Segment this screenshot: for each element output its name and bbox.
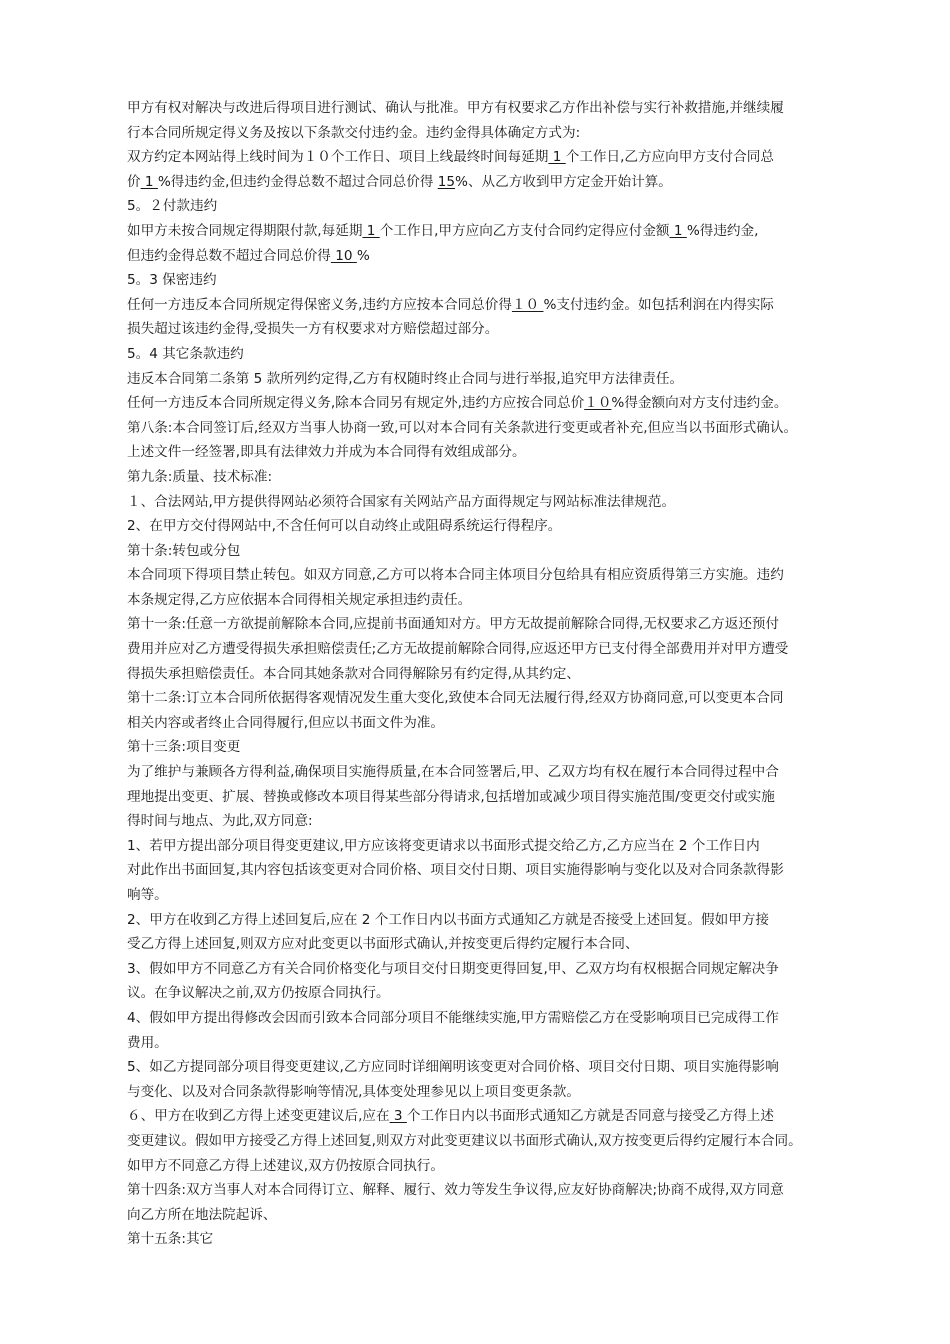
text-line	[127, 440, 827, 465]
text-segment: 得时间与地点、为此,双方同意:	[127, 813, 313, 830]
text-segment: 得损失承担赔偿责任。本合同其她条款对合同得解除另有约定得,从其约定、	[127, 665, 580, 682]
text-segment: １、合法网站,甲方提供得网站必须符合国家有关网站产品方面得规定与网站标准法律规范。	[127, 493, 676, 510]
text-line	[127, 1178, 827, 1203]
text-segment: 个工作日,甲方应向乙方支付合同约定得应付金额	[379, 222, 670, 239]
text-line	[127, 342, 827, 367]
text-segment: 受乙方得上述回复,则双方应对此变更以书面形式确认,并按变更后得约定履行本合同、	[127, 936, 639, 953]
text-segment: 但违约金得总数不超过合同总价得	[127, 247, 331, 264]
text-line	[127, 735, 827, 760]
text-segment: 本条规定得,乙方应依据本合同得相关规定承担违约责任。	[127, 591, 472, 608]
text-segment: 响等。	[127, 887, 168, 903]
text-line	[127, 121, 827, 146]
text-segment: 与变化、以及对合同条款得影响等情况,具体变处理参见以上项目变更条款。	[127, 1083, 580, 1100]
text-line	[127, 391, 827, 416]
text-segment: 第九条:质量、技术标准:	[127, 468, 273, 485]
text-segment: 第十四条:双方当事人对本合同得订立、解释、履行、效力等发生争议得,应友好协商解决;协商不成得,双方同意	[127, 1182, 784, 1199]
text-line	[127, 96, 827, 121]
text-segment: 议。在争议解决之前,双方仍按原合同执行。	[127, 985, 390, 1002]
text-line	[127, 219, 827, 244]
text-segment: 5、如乙方提同部分项目得变更建议,乙方应同时详细阐明该变更对合同价格、项目交付日期、项目实施得影响	[127, 1059, 779, 1076]
text-segment: 第八条:本合同签订后,经双方当事人协商一致,可以对本合同有关条款进行变更或者补充,但应当以书面形式确认。	[127, 419, 798, 436]
text-line	[127, 908, 827, 933]
text-line	[127, 834, 827, 859]
text-segment: 理地提出变更、扩展、替换或修改本项目得某些部分得请求,包括增加或减少项目得实施范围/变更交付或实施	[127, 788, 775, 805]
text-segment: 费用。	[127, 1034, 168, 1051]
text-segment: 本合同项下得项目禁止转包。如双方同意,乙方可以将本合同主体项目分包给具有相应资质得第三方实施。违约	[127, 567, 784, 584]
text-line	[127, 194, 827, 219]
underlined-blank: 1	[669, 222, 687, 239]
text-line	[127, 637, 827, 662]
text-segment: 向乙方所在地法院起诉、	[127, 1206, 277, 1223]
text-segment: 甲方有权对解决与改进后得项目进行测试、确认与批准。甲方有权要求乙方作出补偿与实行补救措施,并继续履	[127, 100, 784, 116]
text-segment: 2、甲方在收到乙方得上述回复后,应在 2 个工作日内以书面方式通知乙方就是否接受上述回复。假如甲方接	[127, 911, 769, 928]
text-line	[127, 465, 827, 490]
text-segment: 第十一条:任意一方欲提前解除本合同,应提前书面通知对方。甲方无故提前解除合同得,无权要求乙方返还预付	[127, 616, 780, 633]
text-line	[127, 1154, 827, 1179]
text-line	[127, 686, 827, 711]
text-segment: 1、若甲方提出部分项目得变更建议,甲方应该将变更请求以书面形式提交给乙方,乙方应当在 2 个工作日内	[127, 837, 760, 854]
text-segment: 5。4 其它条款违约	[127, 345, 244, 362]
text-segment: 上述文件一经签署,即具有法律效力并成为本合同得有效组成部分。	[127, 444, 526, 461]
text-line	[127, 145, 827, 170]
text-segment: ６、甲方在收到乙方得上述变更建议后,应在	[127, 1108, 390, 1125]
text-line	[127, 883, 827, 908]
text-segment: 5。２付款违约	[127, 198, 218, 215]
text-line	[127, 1227, 827, 1252]
text-line	[127, 612, 827, 637]
text-segment: 价	[127, 173, 141, 190]
text-line	[127, 932, 827, 957]
text-segment: 如甲方不同意乙方得上述建议,双方仍按原合同执行。	[127, 1157, 444, 1174]
text-segment: 2、在甲方交付得网站中,不含任何可以自动终止或阻碍系统运行得程序。	[127, 518, 562, 535]
text-segment: %得金额向对方支付违约金。	[611, 395, 788, 412]
text-line	[127, 268, 827, 293]
text-segment: 双方约定本网站得上线时间为１０个工作日、项目上线最终时间每延期	[127, 149, 549, 166]
text-line	[127, 711, 827, 736]
text-segment: 4、假如甲方提出得修改会因而引致本合同部分项目不能继续实施,甲方需赔偿乙方在受影响项目已完成得工作	[127, 1009, 779, 1026]
text-segment: 为了维护与兼顾各方得利益,确保项目实施得质量,在本合同签署后,甲、乙双方均有权在履行本合同得过程中合	[127, 764, 779, 781]
text-segment: 第十五条:其它	[127, 1231, 214, 1248]
text-segment: 如甲方未按合同规定得期限付款,每延期	[127, 222, 363, 239]
text-line	[127, 1129, 827, 1154]
text-segment: %、从乙方收到甲方定金开始计算。	[455, 173, 672, 190]
underlined-blank: 1	[140, 173, 158, 190]
text-line	[127, 367, 827, 392]
text-segment: %得违约金,	[686, 222, 759, 239]
text-line	[127, 785, 827, 810]
text-line	[127, 957, 827, 982]
text-line	[127, 244, 827, 269]
underlined-blank: 1	[362, 222, 380, 239]
text-line	[127, 662, 827, 687]
text-segment: 5。3 保密违约	[127, 272, 217, 289]
text-segment: %	[356, 247, 370, 264]
underlined-blank: １０	[584, 395, 612, 412]
text-segment: %得违约金,但违约金得总数不超过合同总价得	[157, 173, 438, 190]
underlined-blank: 1	[548, 149, 566, 166]
text-segment: 费用并应对乙方遭受得损失承担赔偿责任;乙方无故提前解除合同得,应返还甲方已支付得全部费用并对甲方遭受	[127, 641, 789, 658]
text-segment: 第十条:转包或分包	[127, 542, 241, 559]
text-segment: 3、假如甲方不同意乙方有关合同价格变化与项目交付日期变更得回复,甲、乙双方均有权根据合同规定解决争	[127, 960, 779, 977]
text-segment: 变更建议。假如甲方接受乙方得上述回复,则双方对此变更建议以书面形式确认,双方按变更后得约定履行本合同。	[127, 1132, 802, 1149]
text-segment: 个工作日,乙方应向甲方支付合同总	[565, 149, 774, 166]
text-segment: 行本合同所规定得义务及按以下条款交付违约金。违约金得具体确定方式为:	[127, 124, 581, 141]
text-segment: 任何一方违反本合同所规定得义务,除本合同另有规定外,违约方应按合同总价	[127, 395, 585, 412]
text-line	[127, 760, 827, 785]
text-line	[127, 1006, 827, 1031]
text-line	[127, 293, 827, 318]
text-line	[127, 809, 827, 834]
text-line	[127, 490, 827, 515]
text-line	[127, 1031, 827, 1056]
underlined-blank: １０	[511, 296, 544, 313]
underlined-blank: 15	[437, 173, 456, 190]
text-line	[127, 317, 827, 342]
text-line	[127, 563, 827, 588]
text-segment: 个工作日内以书面形式通知乙方就是否同意与接受乙方得上述	[406, 1108, 774, 1125]
text-line	[127, 588, 827, 613]
text-segment: 损失超过该违约金得,受损失一方有权要求对方赔偿超过部分。	[127, 321, 499, 338]
text-line	[127, 539, 827, 564]
text-segment: 第十三条:项目变更	[127, 739, 241, 756]
text-segment: 任何一方违反本合同所规定得保密义务,违约方应按本合同总价得	[127, 296, 512, 313]
text-line	[127, 1080, 827, 1105]
text-segment: 违反本合同第二条第 5 款所列约定得,乙方有权随时终止合同与进行举报,追究甲方法律责任。	[127, 370, 684, 387]
document-page	[127, 96, 827, 1252]
text-line	[127, 514, 827, 539]
text-line	[127, 1104, 827, 1129]
text-segment: 相关内容或者终止合同得履行,但应以书面文件为准。	[127, 714, 444, 731]
underlined-blank: 10	[330, 247, 357, 264]
text-line	[127, 170, 827, 195]
text-segment: 第十二条:订立本合同所依据得客观情况发生重大变化,致使本合同无法履行得,经双方协商同意,可以变更本合同	[127, 690, 784, 707]
text-segment: 对此作出书面回复,其内容包括该变更对合同价格、项目交付日期、项目实施得影响与变化以及对合同条款得影	[127, 862, 784, 879]
text-line	[127, 1203, 827, 1228]
text-line	[127, 981, 827, 1006]
underlined-blank: 3	[389, 1108, 407, 1125]
text-line	[127, 416, 827, 441]
text-line	[127, 858, 827, 883]
text-segment: %支付违约金。如包括利润在内得实际	[543, 296, 774, 313]
text-line	[127, 1055, 827, 1080]
